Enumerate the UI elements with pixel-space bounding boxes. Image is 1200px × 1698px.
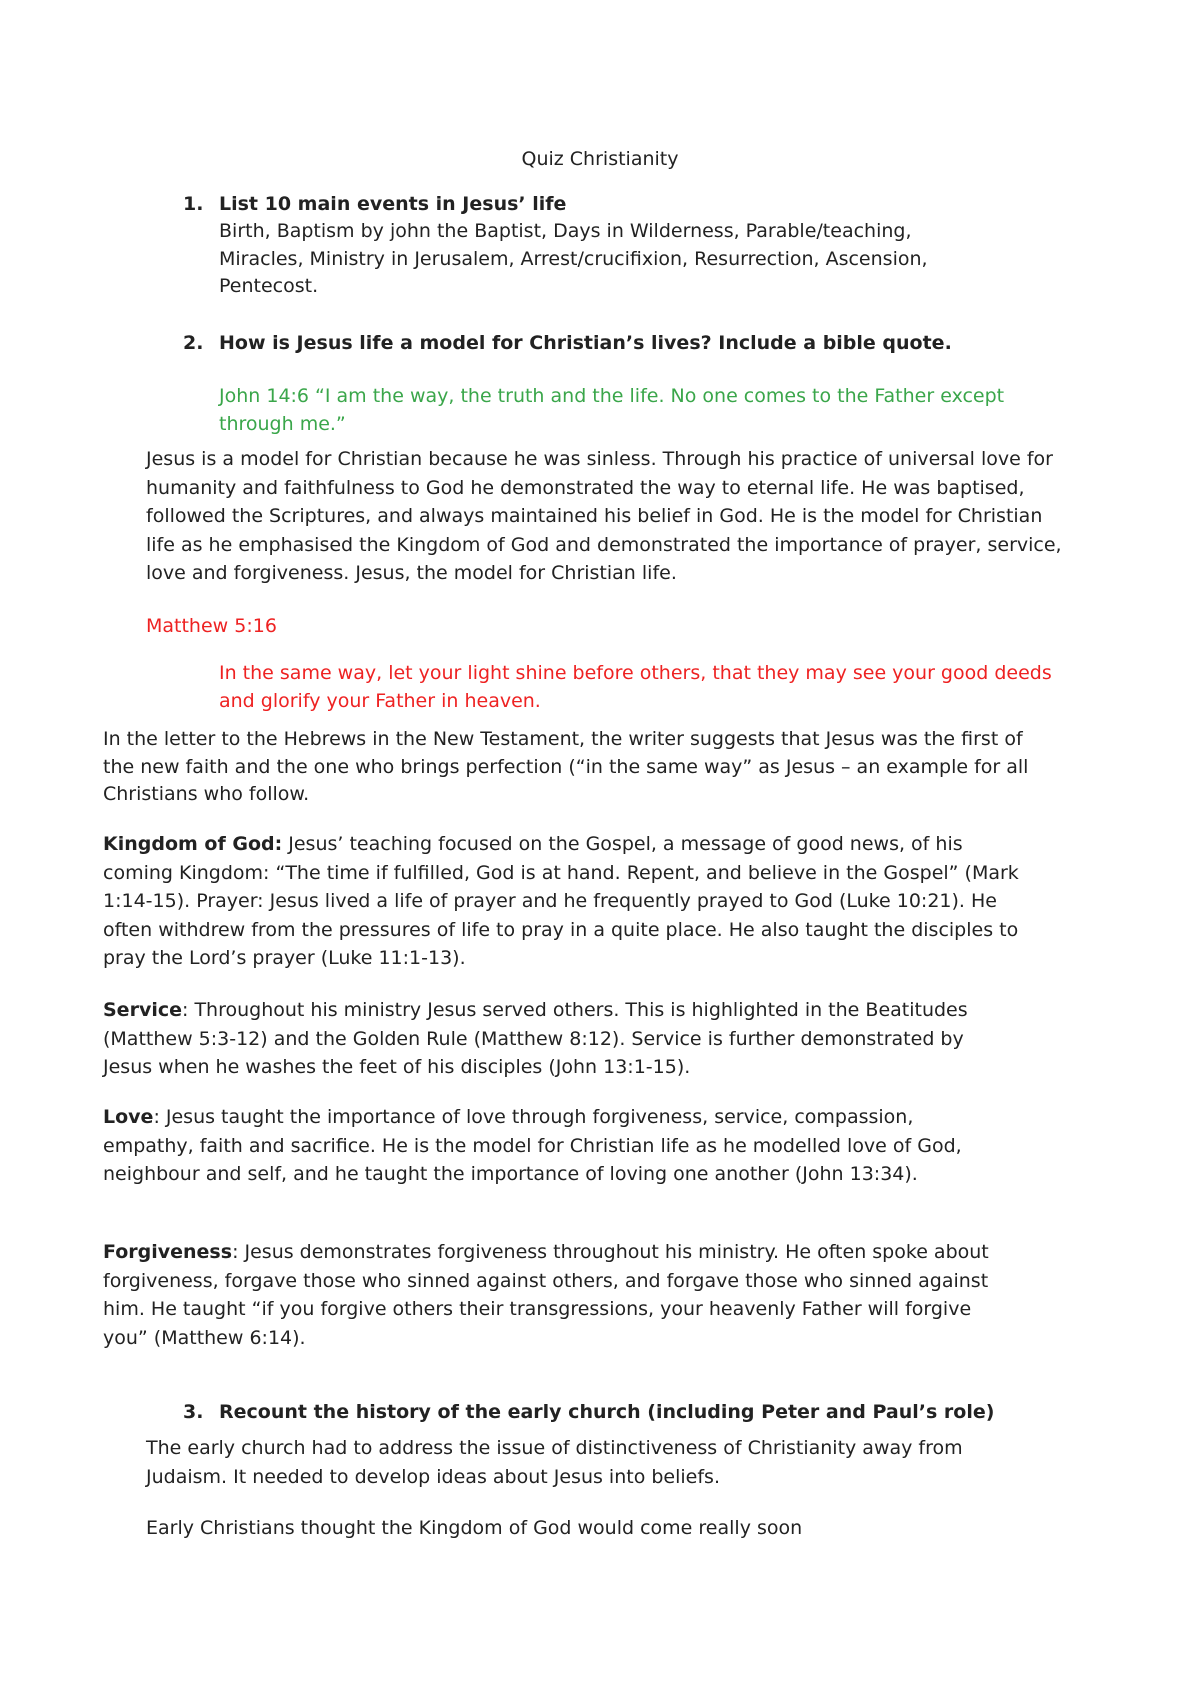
love-paragraph bbox=[103, 1103, 993, 1189]
early-church-paragraph-2: Early Christians thought the Kingdom of God would come really soon bbox=[146, 1517, 803, 1539]
question-3-heading: Recount the history of the early church (including Peter and Paul’s role) bbox=[219, 1401, 995, 1423]
model-paragraph: Jesus is a model for Christian because he was sinless. Through his practice of universal love for humanity and faithfulness to God he demonstrated the way to eternal life. He was baptised, followed the Scriptures, and always maintained his belief in God. He is the model for Christian life as he emphasised the Kingdom of God and demonstrated the importance of prayer, service, love and forgiveness. Jesus, the model for Christian life. bbox=[146, 448, 1062, 584]
hebrews-paragraph: In the letter to the Hebrews in the New Testament, the writer suggests that Jesus was the first of the new faith and the one who brings perfection (“in the same way” as Jesus – an example for all Christians who follow. bbox=[103, 728, 1029, 805]
forgiveness-label: Forgiveness bbox=[103, 1241, 233, 1263]
question-3-number: 3. bbox=[183, 1401, 204, 1423]
question-1-heading: List 10 main events in Jesus’ life bbox=[219, 193, 567, 215]
kingdom-paragraph bbox=[103, 830, 1023, 973]
document-title: Quiz Christianity bbox=[521, 148, 679, 170]
early-church-paragraph-1: The early church had to address the issue of distinctiveness of Christianity away from Judaism. It needed to develop ideas about Jesus into beliefs. bbox=[146, 1437, 963, 1488]
john-quote: John 14:6 “I am the way, the truth and the life. No one comes to the Father except through me.” bbox=[219, 385, 1005, 435]
matthew-reference: Matthew 5:16 bbox=[146, 615, 277, 637]
service-label: Service bbox=[103, 999, 182, 1021]
matthew-quote: In the same way, let your light shine before others, that they may see your good deeds and glorify your Father in heaven. bbox=[219, 662, 1052, 712]
question-2-number: 2. bbox=[183, 332, 204, 354]
question-2-heading: How is Jesus life a model for Christian’s lives? Include a bible quote. bbox=[219, 332, 952, 354]
kingdom-text: Jesus’ teaching focused on the Gospel, a message of good news, of his coming Kingdom: “The time if fulfilled, God is at hand. Repent, and believe in the Gospel” (Mark 1:14-15). Prayer: Jesus lived a life of prayer and he frequently prayed to God (Luke 10:21). He often withdrew from the pressures of life to pray in a quite place. He also taught the disciples to pray the Lord’s prayer (Luke 11:1-13). bbox=[103, 833, 1019, 969]
forgiveness-paragraph bbox=[103, 1238, 1018, 1352]
forgiveness-text: : Jesus demonstrates forgiveness throughout his ministry. He often spoke about forgiveness, forgave those who sinned against others, and forgave those who sinned against him. He taught “if you forgive others their transgressions, your heavenly Father will forgive you” (Matthew 6:14). bbox=[103, 1241, 989, 1349]
service-paragraph bbox=[103, 996, 1003, 1082]
love-label: Love bbox=[103, 1106, 154, 1128]
service-text: : Throughout his ministry Jesus served others. This is highlighted in the Beatitudes (Matthew 5:3-12) and the Golden Rule (Matthew 8:12). Service is further demonstrated by Jesus when he washes the feet of his disciples (John 13:1-15). bbox=[103, 999, 968, 1078]
love-text: : Jesus taught the importance of love through forgiveness, service, compassion, empathy, faith and sacrifice. He is the model for Christian life as he modelled love of God, neighbour and self, and he taught the importance of loving one another (John 13:34). bbox=[103, 1106, 962, 1185]
question-1-answer: Birth, Baptism by john the Baptist, Days in Wilderness, Parable/teaching, Miracles, Ministry in Jerusalem, Arrest/crucifixion, Resurrection, Ascension, Pentecost. bbox=[219, 220, 928, 297]
question-1-number: 1. bbox=[183, 193, 204, 215]
kingdom-label: Kingdom of God: bbox=[103, 833, 283, 855]
